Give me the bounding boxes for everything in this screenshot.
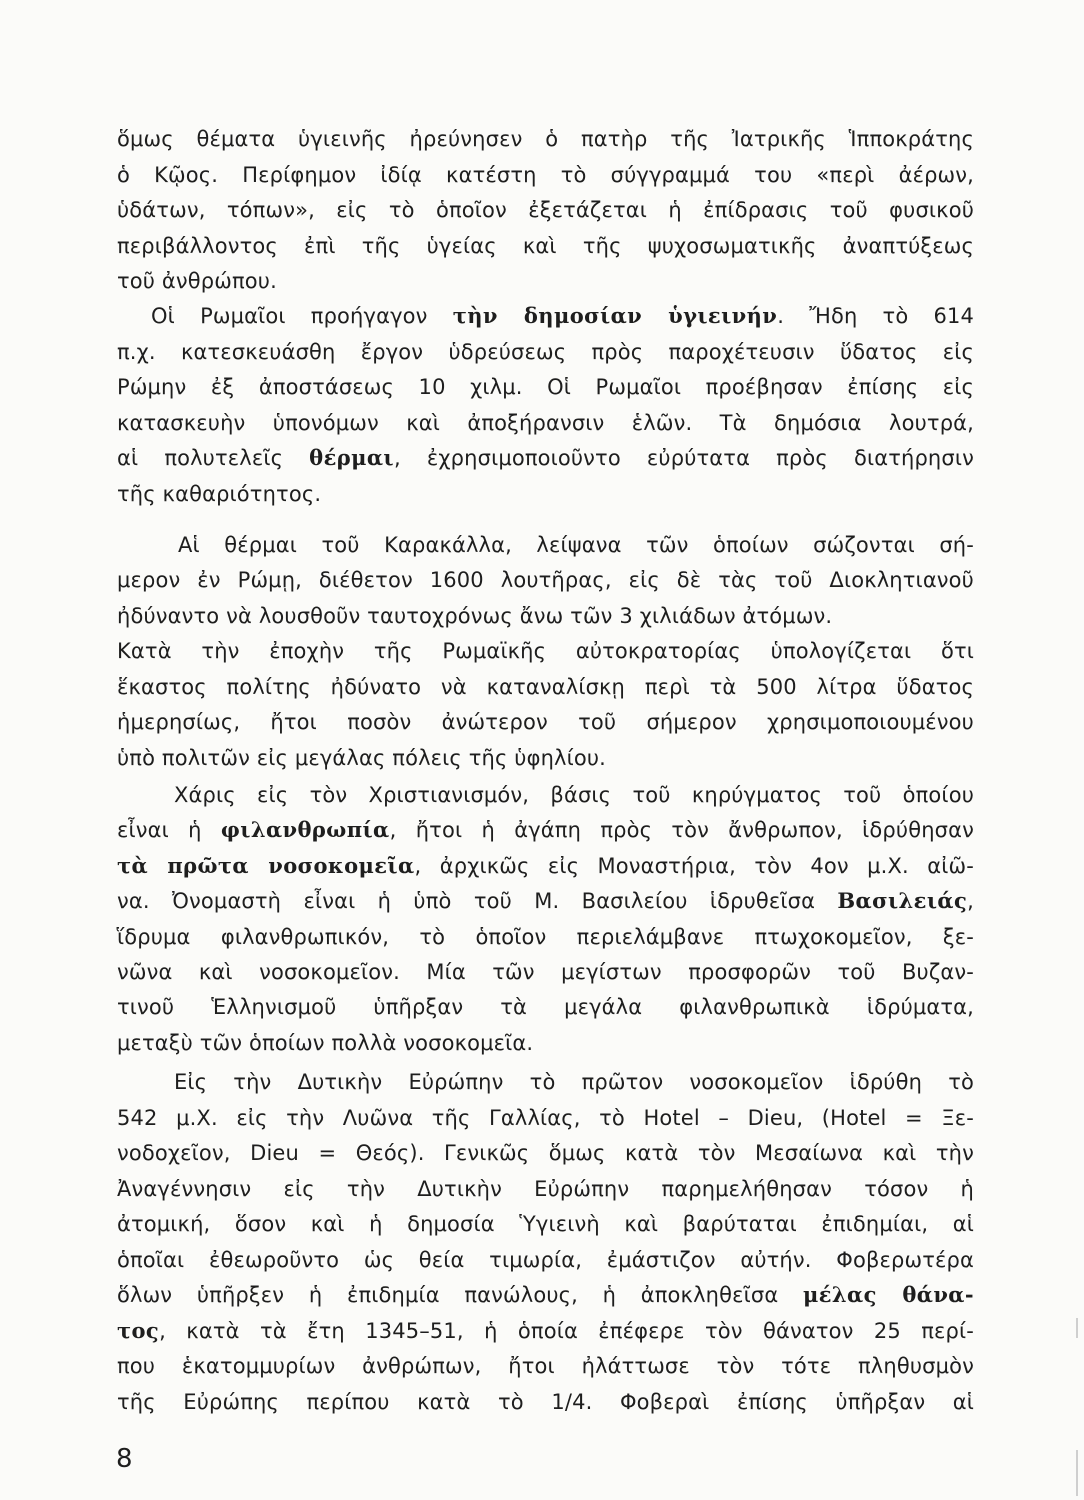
text-line: τοῦ ἀνθρώπου. <box>117 269 277 293</box>
text-line: ἡμερησίως, ἤτοι ποσὸν ἀνώτερον τοῦ σήμερον χρησιμοποιουμένου <box>117 710 974 734</box>
text-line: εἶναι ἡ φιλανθρωπία, ἤτοι ἡ ἀγάπη πρὸς τὸν ἄνθρωπον, ἱδρύθησαν <box>117 817 974 842</box>
text-line: ὅμως θέματα ὑγιεινῆς ἠρεύνησεν ὁ πατὴρ τῆς Ἰατρικῆς Ἱπποκράτης <box>117 127 974 151</box>
bold-term: τὴν δημοσίαν ὑγιεινήν <box>452 303 778 328</box>
text-line: νοδοχεῖον, Dieu = Θεός). Γενικῶς ὅμως κατὰ τὸν Μεσαίωνα καὶ τὴν <box>117 1141 974 1165</box>
text-line: μεταξὺ τῶν ὁποίων πολλὰ νοσοκομεῖα. <box>117 1031 534 1055</box>
text-line: ὑδάτων, τόπων», εἰς τὸ ὁποῖον ἐξετάζεται ἡ ἐπίδρασις τοῦ φυσικοῦ <box>117 198 974 222</box>
text-line: Ἀναγέννησιν εἰς τὴν Δυτικὴν Εὐρώπην παρημελήθησαν τόσον ἡ <box>117 1177 974 1201</box>
bold-term: φιλανθρωπία <box>220 817 390 842</box>
text-line: να. Ὀνομαστὴ εἶναι ἡ ὑπὸ τοῦ Μ. Βασιλείου ἱδρυθεῖσα Βασιλειάς, <box>117 888 974 913</box>
text-line: τος, κατὰ τὰ ἔτη 1345–51, ἡ ὁποία ἐπέφερε τὸν θάνατον 25 περί- <box>117 1318 974 1343</box>
text-line: ὁποῖαι ἐθεωροῦντο ὡς θεία τιμωρία, ἐμάστιζον αὐτήν. Φοβερωτέρα <box>117 1248 974 1272</box>
text-line: που ἑκατομμυρίων ἀνθρώπων, ἤτοι ἠλάττωσε τὸν τότε πληθυσμὸν <box>117 1354 974 1378</box>
text-line: ἀτομική, ὅσον καὶ ἡ δημοσία Ὑγιεινὴ καὶ βαρύταται ἐπιδημίαι, αἱ <box>117 1212 974 1236</box>
bold-term: τος <box>117 1318 160 1343</box>
text-line: τινοῦ Ἑλληνισμοῦ ὑπῆρξαν τὰ μεγάλα φιλανθρωπικὰ ἱδρύματα, <box>117 995 974 1019</box>
text-line: αἱ πολυτελεῖς θέρμαι, ἐχρησιμοποιοῦντο εὐρύτατα πρὸς διατήρησιν <box>117 445 974 470</box>
text-line: τῆς Εὐρώπης περίπου κατὰ τὸ 1/4. Φοβεραὶ ἐπίσης ὑπῆρξαν αἱ <box>117 1390 974 1414</box>
text-line: τῆς καθαριότητος. <box>117 482 322 506</box>
text-line: Οἱ Ρωμαῖοι προήγαγον τὴν δημοσίαν ὑγιεινήν. Ἤδη τὸ 614 <box>151 303 975 328</box>
bold-term: θέρμαι <box>309 445 394 470</box>
scan-edge-mark <box>1076 1318 1078 1338</box>
bold-term: Βασιλειάς <box>837 888 968 913</box>
text-line: μερον ἐν Ρώμῃ, διέθετον 1600 λουτῆρας, εἰς δὲ τὰς τοῦ Διοκλητιανοῦ <box>117 568 974 592</box>
scan-edge-mark <box>1076 1450 1078 1496</box>
text-line: ἕκαστος πολίτης ἠδύνατο νὰ καταναλίσκῃ περὶ τὰ 500 λίτρα ὕδατος <box>117 675 974 699</box>
text-line: ὅλων ὑπῆρξεν ἡ ἐπιδημία πανώλους, ἡ ἀποκληθεῖσα μέλας θάνα- <box>117 1282 974 1307</box>
bold-term: μέλας θάνα- <box>803 1282 974 1307</box>
text-line: τὰ πρῶτα νοσοκομεῖα, ἀρχικῶς εἰς Μοναστήρια, τὸν 4ον μ.Χ. αἰῶ- <box>117 853 974 878</box>
text-line: ἠδύναντο νὰ λουσθοῦν ταυτοχρόνως ἄνω τῶν 3 χιλιάδων ἀτόμων. <box>117 604 833 628</box>
text-line: Αἱ θέρμαι τοῦ Καρακάλλα, λείψανα τῶν ὁποίων σώζονται σή- <box>178 533 974 557</box>
text-line: περιβάλλοντος ἐπὶ τῆς ὑγείας καὶ τῆς ψυχοσωματικῆς ἀναπτύξεως <box>117 234 974 258</box>
text-line: π.χ. κατεσκευάσθη ἔργον ὑδρεύσεως πρὸς παροχέτευσιν ὕδατος εἰς <box>117 340 974 364</box>
text-line: Κατὰ τὴν ἐποχὴν τῆς Ρωμαϊκῆς αὐτοκρατορίας ὑπολογίζεται ὅτι <box>117 639 974 663</box>
text-line: νῶνα καὶ νοσοκομεῖον. Μία τῶν μεγίστων προσφορῶν τοῦ Βυζαν- <box>117 960 974 984</box>
text-line: Ρώμην ἐξ ἀποστάσεως 10 χιλμ. Οἱ Ρωμαῖοι προέβησαν ἐπίσης εἰς <box>117 375 974 399</box>
text-line: Χάρις εἰς τὸν Χριστιανισμόν, βάσις τοῦ κηρύγματος τοῦ ὁποίου <box>174 783 974 807</box>
bold-term: τὰ πρῶτα νοσοκομεῖα <box>117 853 415 878</box>
text-line: ὁ Κῷος. Περίφημον ἰδίᾳ κατέστη τὸ σύγγραμμά του «περὶ ἀέρων, <box>117 163 974 187</box>
text-line: 542 μ.Χ. εἰς τὴν Λυῶνα τῆς Γαλλίας, τὸ Hotel – Dieu, (Hotel = Ξε- <box>117 1106 974 1130</box>
text-line: ὑπὸ πολιτῶν εἰς μεγάλας πόλεις τῆς ὑφηλίου. <box>117 746 606 770</box>
page-number: 8 <box>116 1444 133 1474</box>
text-line: κατασκευὴν ὑπονόμων καὶ ἀποξήρανσιν ἑλῶν. Τὰ δημόσια λουτρά, <box>117 411 974 435</box>
text-line: ἵδρυμα φιλανθρωπικόν, τὸ ὁποῖον περιελάμβανε πτωχοκομεῖον, ξε- <box>117 925 974 949</box>
text-line: Εἰς τὴν Δυτικὴν Εὐρώπην τὸ πρῶτον νοσοκομεῖον ἱδρύθη τὸ <box>174 1070 974 1094</box>
